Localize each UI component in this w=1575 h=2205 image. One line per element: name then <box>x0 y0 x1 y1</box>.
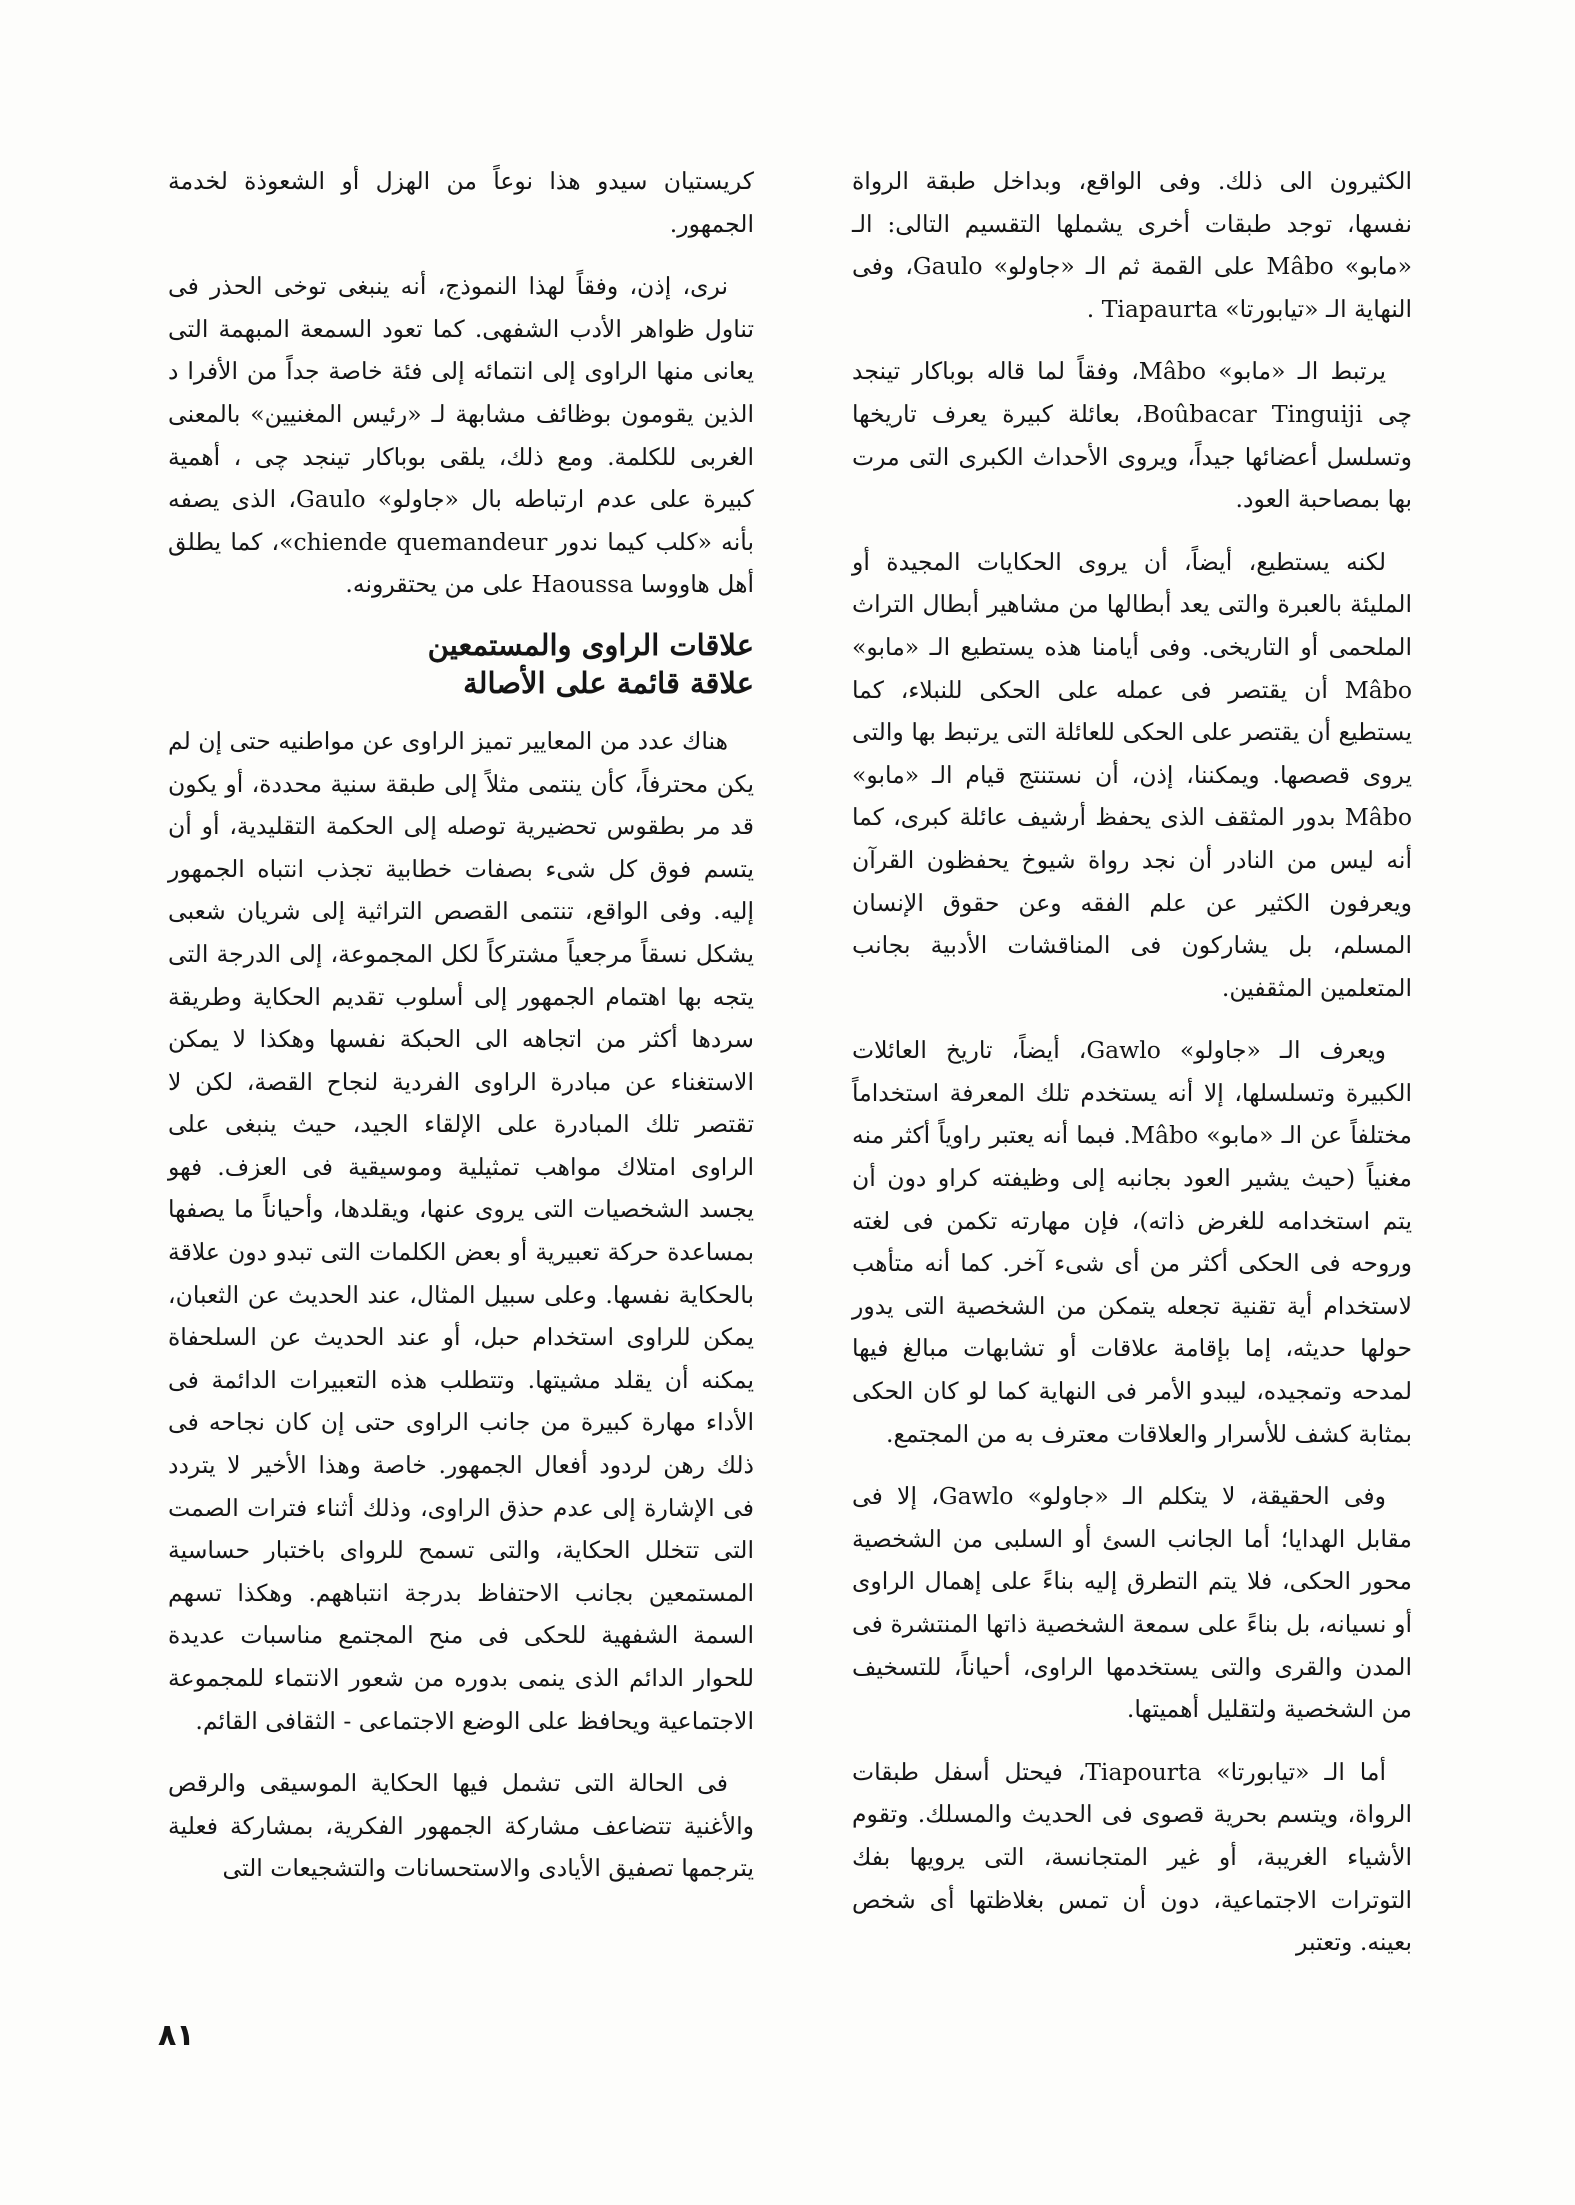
left-column <box>168 160 754 1910</box>
paragraph: وفى الحقيقة، لا يتكلم الـ «جاولو» Gawlo، إلا فى مقابل الهدايا؛ أما الجانب السئ أو السلبى من الشخصية محور الحكى، فلا يتم التطرق إليه بناءً على إهمال الراوى أو نسيانه، بل بناءً على سمعة الشخصية ذاتها المنتشرة فى المدن والقرى والتى يستخدمها الراوى، أحياناً، للتسخيف من الشخصية ولتقليل أهميتها. <box>852 1482 1412 1724</box>
right-column <box>852 160 1412 1984</box>
paragraph: ويعرف الـ «جاولو» Gawlo، أيضاً، تاريخ العائلات الكبيرة وتسلسلها، إلا أنه يستخدم تلك المعرفة استخداماً مختلفاً عن الـ «مابو» Mâbo. فبما أنه يعتبر راوياً أكثر منه مغنياً (حيث يشير العود بجانبه إلى وظيفته كراو دون أن يتم استخدامه للغرض ذاته)، فإن مهارته تكمن فى لغته وروحه فى الحكى أكثر من أى شىء آخر. كما أنه متأهب لاستخدام أية تقنية تجعله يتمكن من الشخصية التى يدور حولها حديثه، إما بإقامة علاقات أو تشابهات مبالغ فيها لمدحه وتمجيده، ليبدو الأمر فى النهاية كما لو كان الحكى بمثابة كشف للأسرار والعلاقات معترف به من المجتمع. <box>852 1036 1412 1448</box>
section-heading-line: علاقات الراوى والمستمعين <box>427 627 754 662</box>
section-heading <box>168 626 754 702</box>
paragraph: هناك عدد من المعايير تميز الراوى عن مواطنيه حتى إن لم يكن محترفاً، كأن ينتمى مثلاً إلى طبقة سنية محددة، أو يكون قد مر بطقوس تحضيرية توصله إلى الحكمة التقليدية، أو أن يتسم فوق كل شىء بصفات خطابية تجذب انتباه الجمهور إليه. وفى الواقع، تنتمى القصص التراثية إلى شريان شعبى يشكل نسقاً مرجعياً مشتركاً لكل المجموعة، إلى الدرجة التى يتجه بها اهتمام الجمهور إلى أسلوب تقديم الحكاية وطريقة سردها أكثر من اتجاهه الى الحبكة نفسها وهكذا لا يمكن الاستغناء عن مبادرة الراوى الفردية لنجاح القصة، لكن لا تقتصر تلك المبادرة على الإلقاء الجيد، حيث ينبغى على الراوى امتلاك مواهب تمثيلية وموسيقية فى العزف. فهو يجسد الشخصيات التى يروى عنها، ويقلدها، وأحياناً ما يصفها بمساعدة حركة تعبيرية أو بعض الكلمات التى تبدو دون علاقة بالحكاية نفسها. وعلى سبيل المثال، عند الحديث عن الثعبان، يمكن للراوى استخدام حبل، أو عند الحديث عن السلحفاة يمكنه أن يقلد مشيتها. وتتطلب هذه التعبيرات الدائمة فى الأداء مهارة كبيرة من جانب الراوى حتى إن كان نجاحه فى ذلك رهن لردود أفعال الجمهور. خاصة وهذا الأخير لا يتردد فى الإشارة إلى عدم حذق الراوى، وذلك أثناء فترات الصمت التى تتخلل الحكاية، والتى تسمح للرواى باختبار حساسية المستمعين بجانب الاحتفاظ بدرجة انتباههم. وهكذا تسهم السمة الشفهية للحكى فى منح المجتمع مناسبات عديدة للحوار الدائم الذى ينمى بدوره من شعور الانتماء للمجموعة الاجتماعية ويحافظ على الوضع الاجتماعى - الثقافى القائم. <box>168 726 754 1735</box>
section-heading-line: علاقة قائمة على الأصالة <box>463 665 754 700</box>
paragraph: نرى، إذن، وفقاً لهذا النموذج، أنه ينبغى توخى الحذر فى تناول ظواهر الأدب الشفهى. كما تعود السمعة المبهمة التى يعانى منها الراوى إلى انتمائه إلى فئة خاصة جداً من الأفرا د الذين يقومون بوظائف مشابهة لـ «رئيس المغنيين» بالمعنى الغربى للكلمة. ومع ذلك، يلقى بوباكار تينجد چى ، أهمية كبيرة على عدم ارتباطه بال «جاولو» Gaulo، الذى يصفه بأنه «كلب كيما ندور chiende quemandeur»، كما يطلق أهل هاووسا Haoussa على من يحتقرونه. <box>168 272 754 599</box>
paragraph: فى الحالة التى تشمل فيها الحكاية الموسيقى والرقص والأغنية تتضاعف مشاركة الجمهور الفكرية، بمشاركة فعلية يترجمها تصفيق الأيادى والاستحسانات والتشجيعات التى <box>168 1769 754 1883</box>
page-number: ٨١ <box>158 2018 195 2053</box>
paragraph: يرتبط الـ «مابو» Mâbo، وفقاً لما قاله بوباكار تينجد چى Boûbacar Tinguiji، بعائلة كبيرة يعرف تاريخها وتسلسل أعضائها جيداً، ويروى الأحداث الكبرى التى مرت بها بمصاحبة العود. <box>852 357 1412 514</box>
paragraph: أما الـ «تيابورتا» Tiapourta، فيحتل أسفل طبقات الرواة، ويتسم بحرية قصوى فى الحديث والمسلك. وتقوم الأشياء الغريبة، أو غير المتجانسة، التى يرويها بفك التوترات الاجتماعية، دون أن تمس بغلاظتها أى شخص بعينه. وتعتبر <box>852 1757 1412 1957</box>
paragraph: كريستيان سيدو هذا نوعاً من الهزل أو الشعوذة لخدمة الجمهور. <box>168 167 754 238</box>
paragraph: لكنه يستطيع، أيضاً، أن يروى الحكايات المجيدة أو المليئة بالعبرة والتى يعد أبطالها من مشاهير أبطال التراث الملحمى أو التاريخى. وفى أيامنا هذه يستطيع الـ «مابو» Mâbo أن يقتصر فى عمله على الحكى للنبلاء، كما يستطيع أن يقتصر على الحكى للعائلة التى يرتبط بها والتى يروى قصصها. ويمكننا، إذن، أن نستنتج قيام الـ «مابو» Mâbo بدور المثقف الذى يحفظ أرشيف عائلة كبرى، كما أنه ليس من النادر أن نجد رواة شيوخ يحفظون القرآن ويعرفون الكثير عن علم الفقه وعن حقوق الإنسان المسلم، بل يشاركون فى المناقشات الأدبية بجانب المتعلمين المثقفين. <box>852 547 1412 1002</box>
paragraph: الكثيرون الى ذلك. وفى الواقع، وبداخل طبقة الرواة نفسها، توجد طبقات أخرى يشملها التقسيم التالى: الـ «مابو» Mâbo على القمة ثم الـ «جاولو» Gaulo، وفى النهاية الـ «تيابورتا» Tiapaurta . <box>852 167 1412 323</box>
